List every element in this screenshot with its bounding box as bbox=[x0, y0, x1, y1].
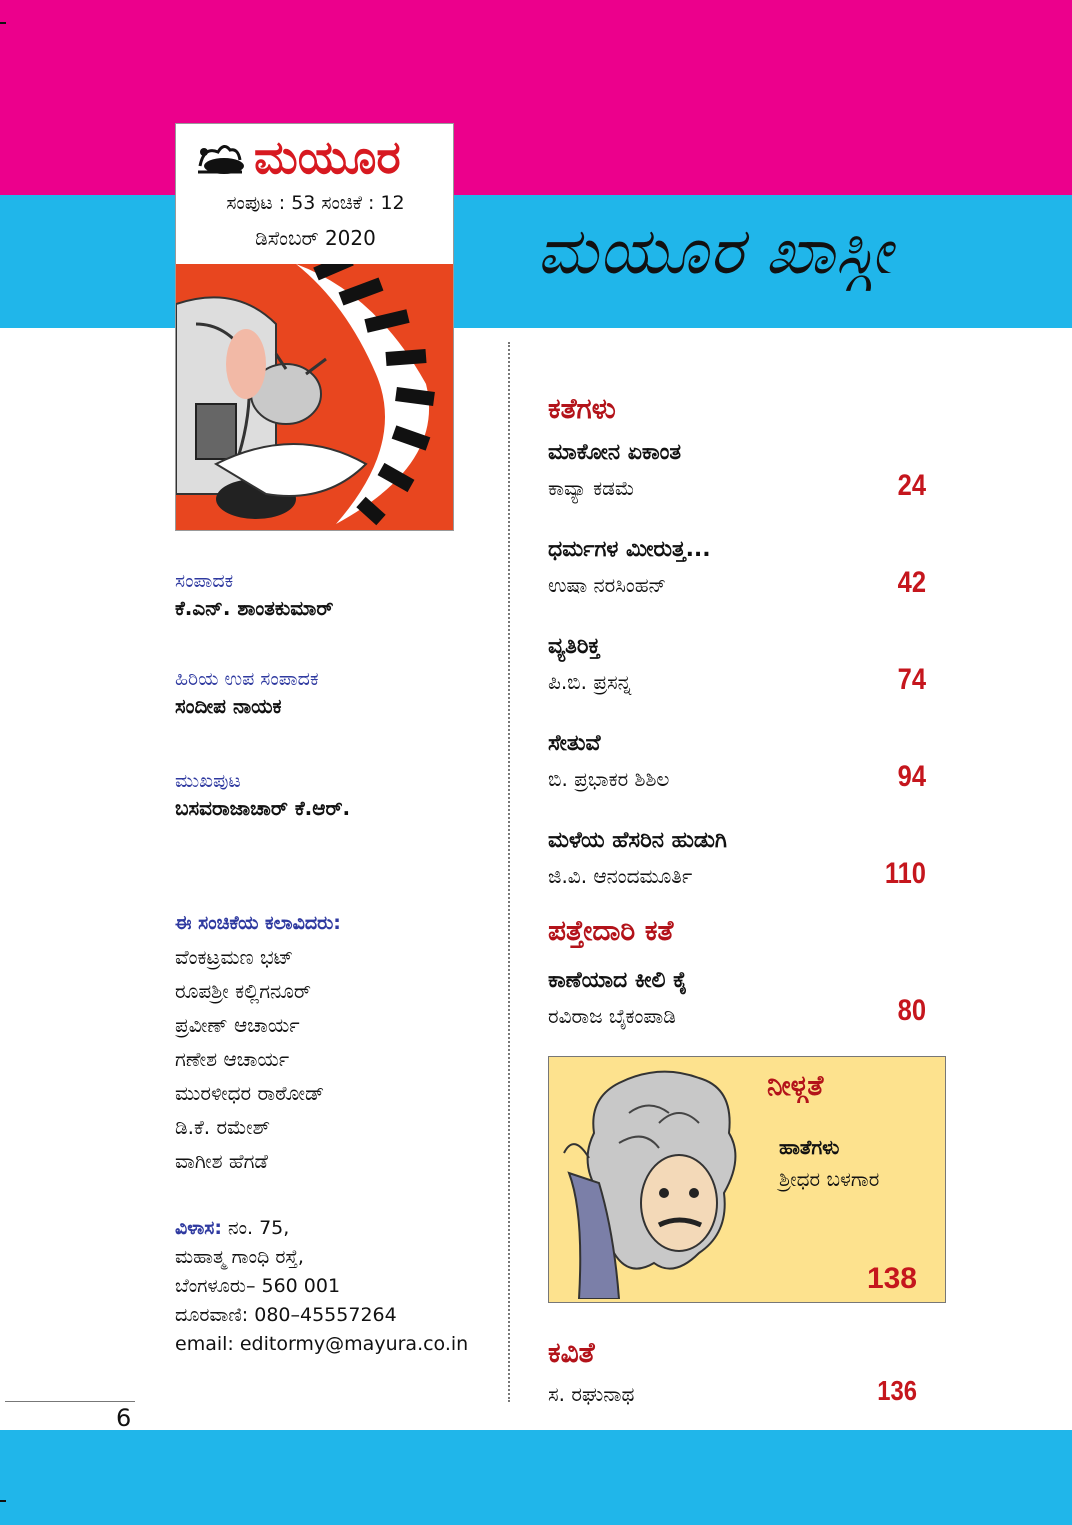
address-line-2: ಮಹಾತ್ಮ ಗಾಂಧಿ ರಸ್ತೆ, bbox=[175, 1246, 304, 1268]
artists-title: ಈ ಸಂಚಿಕೆಯ ಕಲಾವಿದರು: bbox=[175, 912, 341, 934]
story-author: ಜಿ.ವಿ. ಆನಂದಮೂರ್ತಿ bbox=[548, 864, 693, 888]
story-title[interactable]: ಧರ್ಮಗಳ ಮೀರುತ್ತ... bbox=[548, 537, 711, 562]
novella-illustration bbox=[559, 1063, 769, 1299]
detective-page-number[interactable]: 80 bbox=[897, 994, 926, 1027]
story-author: ಉಷಾ ನರಸಿಂಹನ್ bbox=[548, 573, 667, 597]
story-page-number[interactable]: 42 bbox=[897, 566, 926, 599]
address-block bbox=[175, 1214, 468, 1359]
section-stories: ಕತೆಗಳು bbox=[548, 392, 616, 425]
page-number-rule bbox=[5, 1401, 135, 1402]
cover-artwork bbox=[176, 264, 453, 530]
story-page-number[interactable]: 24 bbox=[897, 469, 926, 502]
senior-editor-name: ಸಂದೀಪ ನಾಯಕ bbox=[175, 694, 282, 718]
address-line-1: ನಂ. 75, bbox=[228, 1217, 290, 1239]
novella-box[interactable] bbox=[548, 1056, 946, 1303]
cover-thumbnail bbox=[175, 123, 454, 531]
phone-number: ದೂರವಾಣಿ: 080–45557264 bbox=[175, 1304, 397, 1326]
story-page-number[interactable]: 94 bbox=[897, 760, 926, 793]
poem-page-number[interactable]: 136 bbox=[877, 1375, 917, 1406]
section-poem: ಕವಿತೆ bbox=[548, 1336, 595, 1369]
story-title[interactable]: ಮಳೆಯ ಹೆಸರಿನ ಹುಡುಗಿ bbox=[548, 828, 727, 853]
cover-logo bbox=[194, 130, 401, 186]
story-author: ಪಿ.ಬಿ. ಪ್ರಸನ್ನ bbox=[548, 670, 632, 694]
peacock-logo-icon bbox=[194, 138, 246, 178]
story-title[interactable]: ಮಾಕೋನ ಏಕಾಂತ bbox=[548, 440, 681, 465]
artist-name: ರೂಪಶ್ರೀ ಕಲ್ಲಿಗನೂರ್ bbox=[175, 979, 311, 1003]
story-page-number[interactable]: 74 bbox=[897, 663, 926, 696]
artist-name: ಡಿ.ಕೆ. ರಮೇಶ್ bbox=[175, 1115, 271, 1139]
top-blue-band bbox=[0, 195, 1072, 328]
cover-credit-name: ಬಸವರಾಜಾಚಾರ್ ಕೆ.ಆರ್. bbox=[175, 796, 351, 820]
novella-author: ಶ್ರೀಧರ ಬಳಗಾರ bbox=[779, 1167, 880, 1191]
address-line-3: ಬೆಂಗಳೂರು– 560 001 bbox=[175, 1275, 341, 1297]
crop-mark bbox=[0, 22, 6, 24]
senior-editor-block bbox=[175, 668, 319, 718]
cover-date: ಡಿಸೆಂಬರ್ 2020 bbox=[255, 226, 376, 250]
email-address[interactable]: email: editormy@mayura.co.in bbox=[175, 1333, 469, 1355]
story-title[interactable]: ಸೇತುವೆ bbox=[548, 731, 601, 756]
senior-editor-label: ಹಿರಿಯ ಉಪ ಸಂಪಾದಕ bbox=[175, 668, 319, 690]
novella-section-title: ನೀಳ್ಗತೆ bbox=[767, 1069, 824, 1102]
column-divider bbox=[508, 342, 510, 1402]
masthead-title: ಮಯೂರ ಖಾಸ್ಗೀ bbox=[537, 215, 893, 289]
artist-name: ಗಣೇಶ ಆಚಾರ್ಯ bbox=[175, 1047, 290, 1071]
bottom-blue-band bbox=[0, 1430, 1072, 1525]
cover-issue: ಸಂಪುಟ : 53 ಸಂಚಿಕೆ : 12 bbox=[226, 192, 405, 214]
artist-name: ವಾಗೀಶ ಹೆಗಡೆ bbox=[175, 1149, 268, 1173]
novella-title: ಹಾತೆಗಳು bbox=[779, 1135, 840, 1159]
cover-credit-block bbox=[175, 770, 350, 820]
editor-label: ಸಂಪಾದಕ bbox=[175, 570, 234, 592]
top-pink-band bbox=[0, 0, 1072, 195]
artist-name: ಪ್ರವೀಣ್ ಆಚಾರ್ಯ bbox=[175, 1013, 300, 1037]
page-number: 6 bbox=[116, 1404, 132, 1432]
artist-name: ವೆಂಕಟ್ರಮಣ ಭಟ್ bbox=[175, 945, 294, 969]
artists-block bbox=[175, 912, 341, 1178]
poem-author: ಸ. ರಘುನಾಥ bbox=[548, 1382, 635, 1406]
detective-story-author: ರವಿರಾಜ ಬೈಕಂಪಾಡಿ bbox=[548, 1004, 676, 1028]
address-label: ವಿಳಾಸ: bbox=[175, 1217, 222, 1239]
cover-credit-label: ಮುಖಪುಟ bbox=[175, 770, 241, 792]
editor-block bbox=[175, 570, 333, 620]
story-title[interactable]: ವ್ಯತಿರಿಕ್ತ bbox=[548, 634, 601, 659]
artist-name: ಮುರಳೀಧರ ರಾಠೋಡ್ bbox=[175, 1081, 325, 1105]
section-detective: ಪತ್ತೇದಾರಿ ಕತೆ bbox=[548, 914, 674, 947]
story-page-number[interactable]: 110 bbox=[884, 857, 926, 890]
cover-logo-text: ಮಯೂರ bbox=[254, 130, 401, 184]
editor-name: ಕೆ.ಎನ್. ಶಾಂತಕುಮಾರ್ bbox=[175, 596, 334, 620]
story-author: ಕಾವ್ಯಾ ಕಡಮೆ bbox=[548, 476, 635, 500]
story-author: ಬಿ. ಪ್ರಭಾಕರ ಶಿಶಿಲ bbox=[548, 767, 670, 791]
detective-story-title[interactable]: ಕಾಣೆಯಾದ ಕೀಲಿ ಕೈ bbox=[548, 968, 688, 993]
crop-mark bbox=[0, 1500, 6, 1502]
novella-page-number: 138 bbox=[866, 1262, 917, 1295]
